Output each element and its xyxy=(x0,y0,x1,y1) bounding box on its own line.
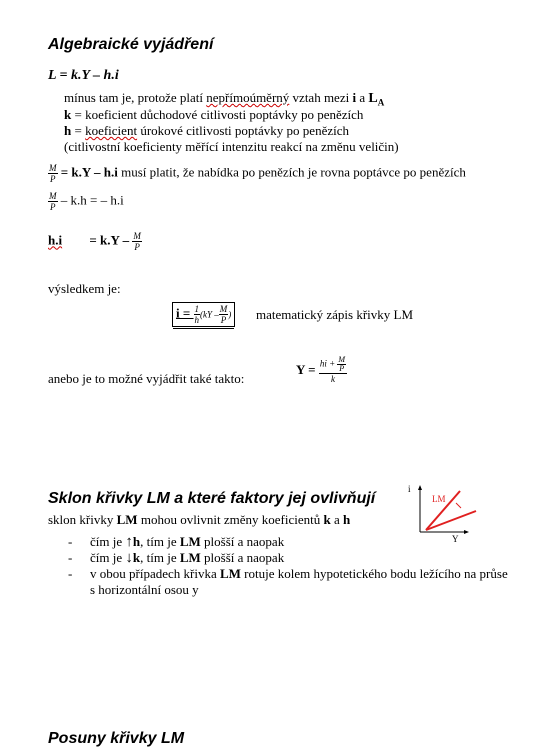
list-item: - čím je ↓k, tím je LM plošší a naopak xyxy=(48,550,508,566)
equation-step-3: h.i = k.Y – $\frac{M}{P}$ xyxy=(48,231,141,252)
y-equation: Y = hi + $\frac{M}{P}$ k xyxy=(296,355,346,384)
x-axis-arrow xyxy=(464,530,469,534)
equilibrium-equation: $\frac{M}{P}$ = k.Y – h.i musí platit, že nabídka po penězích je rovna poptávce po penězích xyxy=(49,163,466,184)
list-item: - v obou případech křivka LM rotuje kolem hypotetického bodu ležícího na průse s horizontální osou y xyxy=(48,566,508,598)
section-title-shifts: Posuny křivky LM xyxy=(48,730,185,747)
k-definition: k = koeficient důchodové citlivosti poptávky po penězích xyxy=(64,107,364,122)
section-title-slope: Sklon křivky LM a které faktory jej ovlivňují xyxy=(48,490,376,507)
arrow-up-icon: ↑ xyxy=(125,534,133,550)
axis-label-y: Y xyxy=(452,534,459,544)
fraction-y: hi + $\frac{M}{P}$ k xyxy=(319,355,346,384)
result-label: výsledkem je: xyxy=(48,281,121,296)
lm-formula-box: i = $\frac{1}{h}$ (kY – $\frac{M}{P}$ ) xyxy=(172,302,235,327)
lm-rotation-graph xyxy=(404,480,484,544)
slope-intro: sklon křivky LM mohou ovlivnit změny koeficientů k a h xyxy=(48,512,351,527)
lm-formula-caption: matematický zápis křivky LM xyxy=(256,307,414,322)
arrow-down-icon: ↓ xyxy=(125,550,133,566)
fraction-m-over-p: $\frac{M}{P}$ xyxy=(133,231,141,252)
list-item: - čím je ↑h, tím je LM plošší a naopak xyxy=(48,534,508,550)
h-definition: h = koeficient úrokové citlivosti poptávky po penězích xyxy=(64,123,349,138)
alternative-text: anebo je to možné vyjádřit také takto: xyxy=(48,371,245,386)
coefficients-note: (citlivostní koeficienty měřící intenzitu reakcí na změnu veličin) xyxy=(64,139,399,154)
axis-label-i: i xyxy=(408,484,411,494)
lm-equation: L = k.Y – h.i xyxy=(48,68,119,83)
fraction-m-over-p: $\frac{M}{P}$ xyxy=(49,163,57,184)
fraction-m-over-p: $\frac{M}{P}$ xyxy=(49,191,57,212)
equation-step-2: $\frac{M}{P}$ – k.h = – h.i xyxy=(49,191,124,212)
explain-minus: mínus tam je, protože platí nepřímoúměrný vztah mezi i a $L_A$ xyxy=(64,90,385,108)
curve-label-lm: LM xyxy=(432,494,446,504)
section-title-algebraic: Algebraické vyjádření xyxy=(48,36,214,53)
y-axis-arrow xyxy=(418,485,422,490)
fraction-one-over-h: $\frac{1}{h}$ xyxy=(194,304,200,325)
rotation-marker xyxy=(456,503,461,508)
fraction-m-over-p: $\frac{M}{P}$ xyxy=(219,304,228,325)
